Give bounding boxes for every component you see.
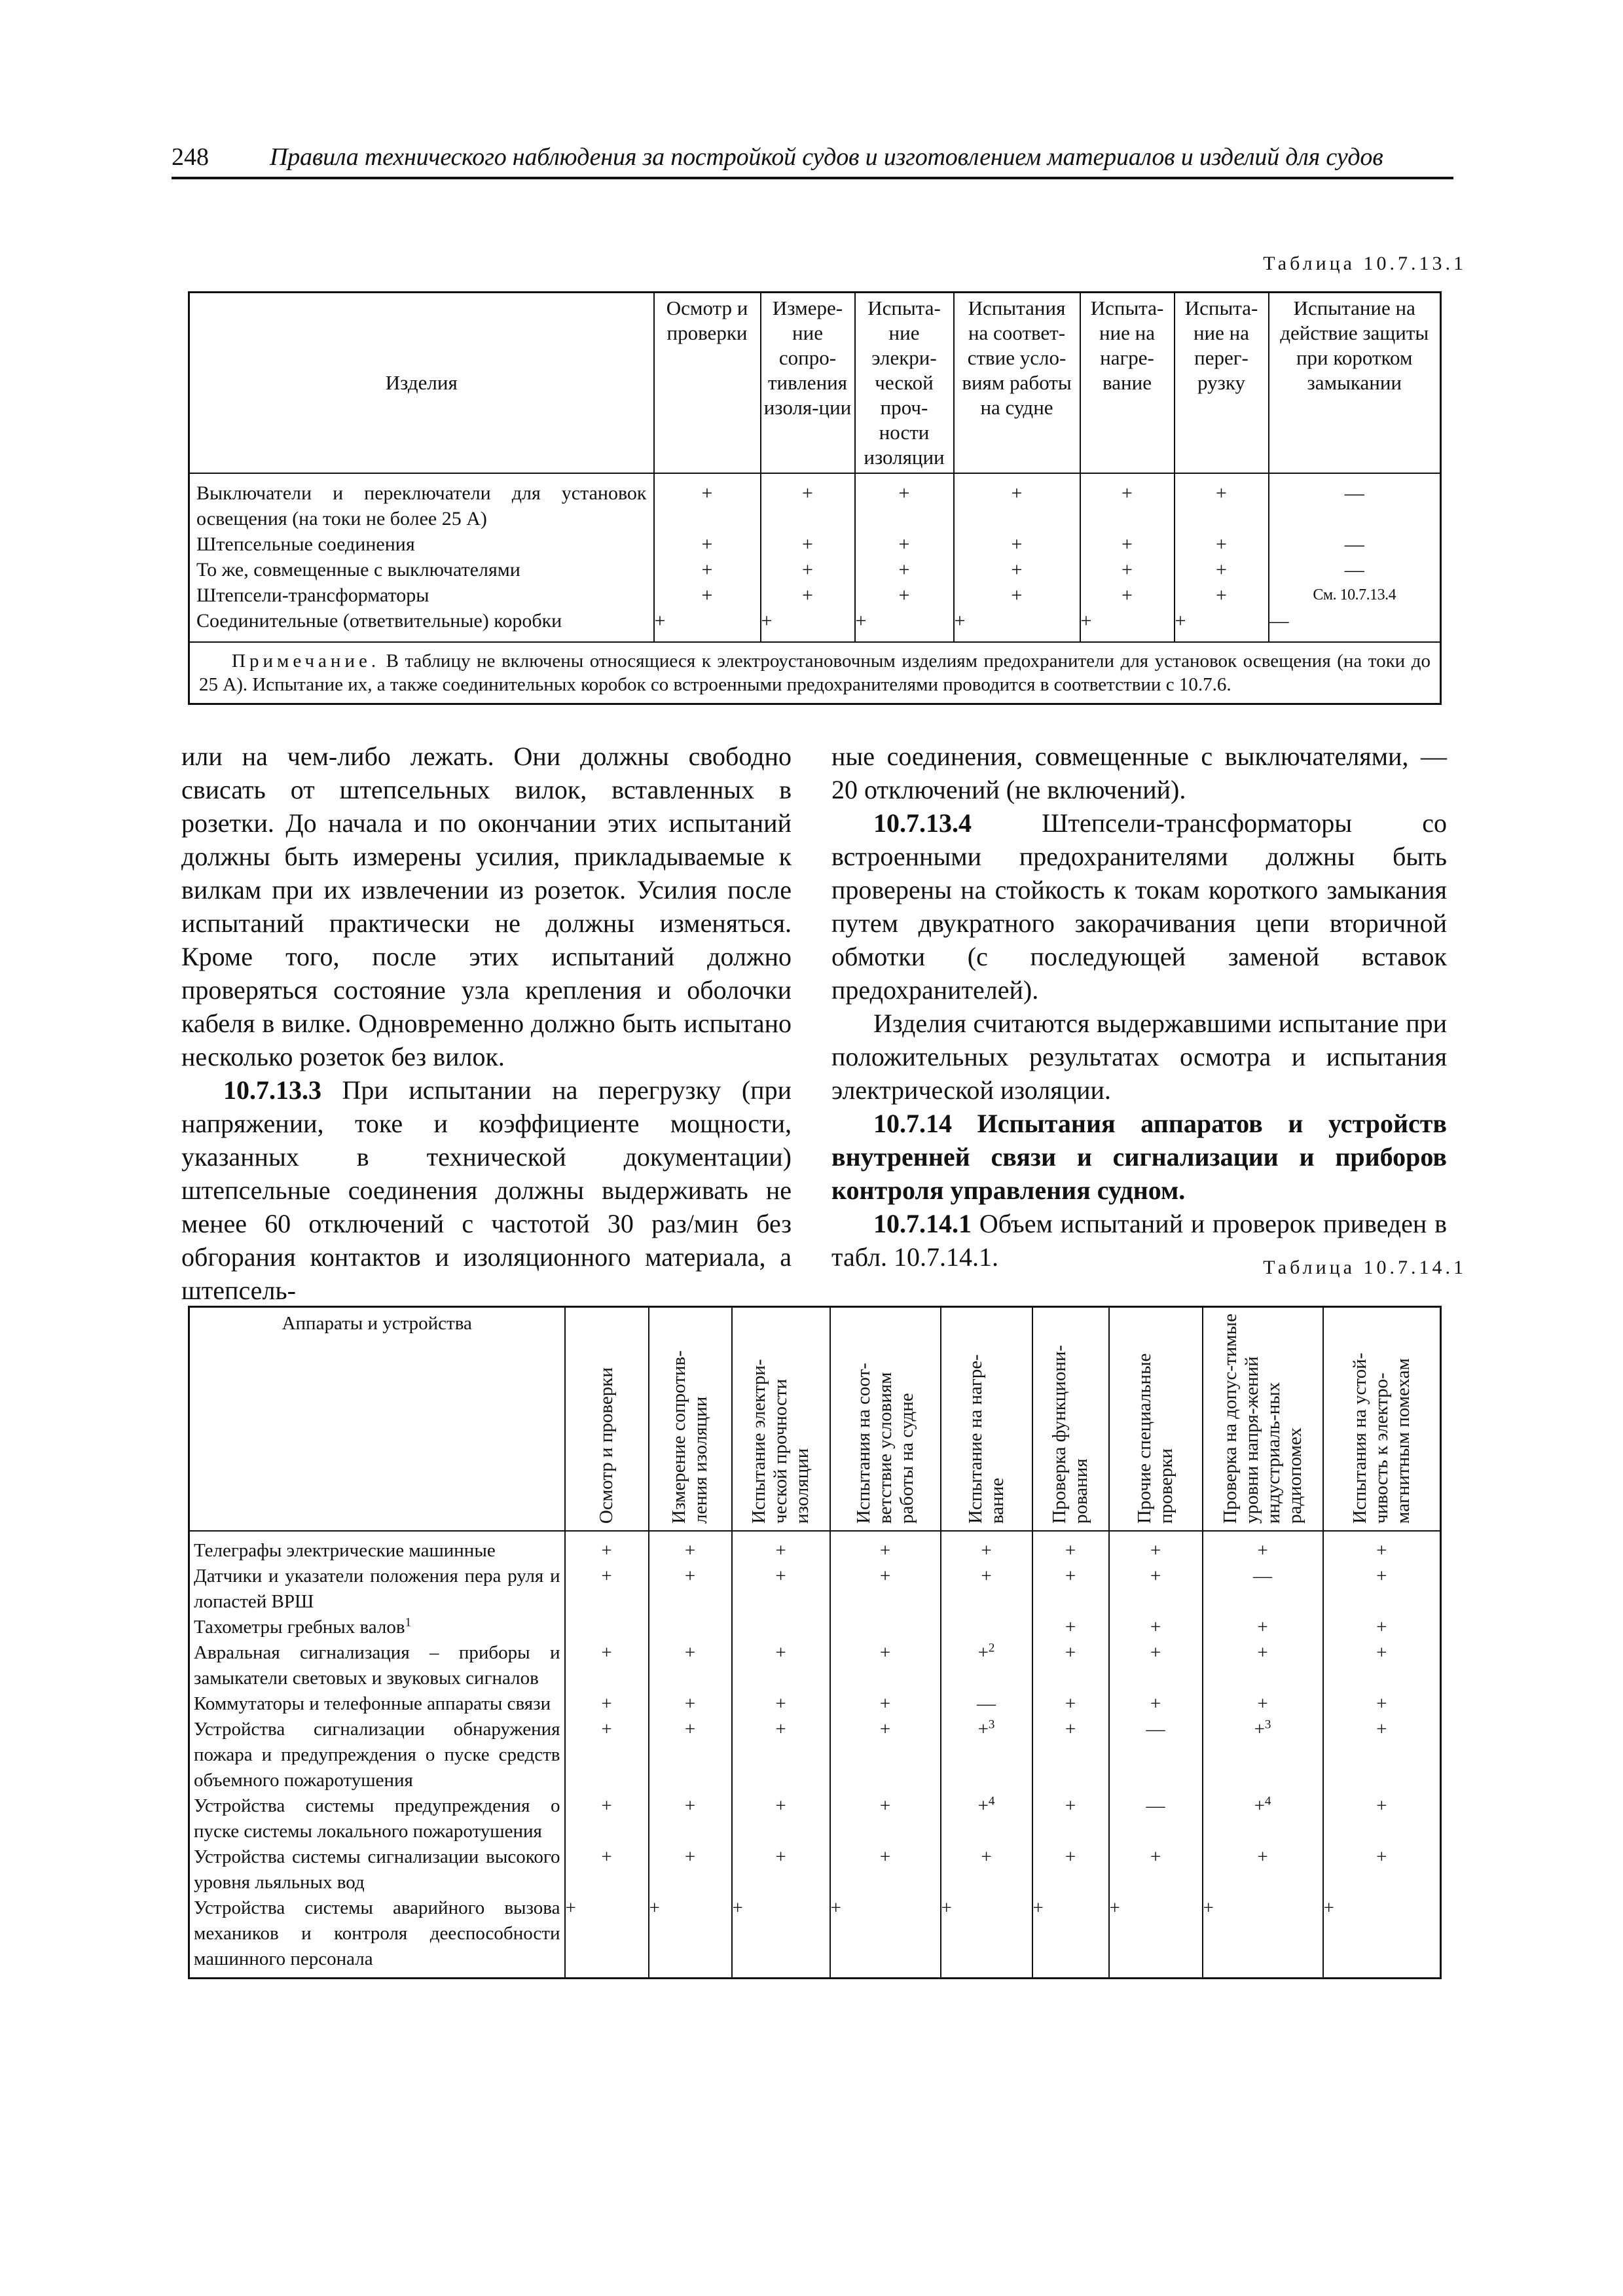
section-heading-10-7-14: 10.7.14 Испытания аппаратов и устройств внутренней связи и сигнализации и приборов контроля управления судном. (831, 1109, 1447, 1205)
table-cell: + (941, 1844, 1032, 1895)
table-cell: + (1109, 1844, 1203, 1895)
table-cell: + (830, 1793, 941, 1844)
table-cell: + (1323, 1895, 1441, 1979)
table-cell: — (1203, 1564, 1323, 1615)
table-cell: + (1109, 1564, 1203, 1615)
table-cell: + (565, 1691, 649, 1717)
table-cell: + (1323, 1717, 1441, 1793)
table-cell: + (761, 608, 855, 642)
note-label: Примечание. (232, 651, 380, 672)
table-cell: + (1203, 1691, 1323, 1717)
table-cell: — (1109, 1793, 1203, 1844)
table-cell: + (649, 1531, 732, 1564)
table-cell: + (732, 1531, 830, 1564)
table-cell: + (654, 557, 761, 583)
table-cell: + (649, 1640, 732, 1691)
table-cell: + (855, 473, 954, 531)
table-cell: + (732, 1640, 830, 1691)
table-cell: + (1080, 608, 1175, 642)
table-cell: + (1109, 1691, 1203, 1717)
row-name: Телеграфы электрические машинные (189, 1531, 565, 1564)
table-row (189, 531, 1441, 557)
table-cell (649, 1615, 732, 1640)
table-cell: + (830, 1895, 941, 1979)
row-name: Штепсельные соединения (189, 531, 654, 557)
table-cell: + (654, 608, 761, 642)
table-10-7-13-1 (188, 291, 1442, 705)
row-name: Штепсели-трансформаторы (189, 583, 654, 608)
table2-header: Измерение сопротив-ления изоляции (668, 1350, 711, 1524)
table-cell: + (830, 1691, 941, 1717)
table-cell: + (1109, 1531, 1203, 1564)
table-cell: + (649, 1895, 732, 1979)
clause-number: 10.7.14.1 (873, 1209, 972, 1238)
table-cell: + (1323, 1640, 1441, 1691)
table-cell: + (654, 531, 761, 557)
clause-number: 10.7.13.3 (223, 1075, 321, 1105)
right-column (831, 740, 1447, 1274)
row-name: Коммутаторы и телефонные аппараты связи (189, 1691, 565, 1717)
table2-header: Испытания на устой-чивость к электро-магнитным помехам (1349, 1352, 1413, 1524)
table2-header-cell (1323, 1307, 1441, 1532)
table-cell: + (1203, 1844, 1323, 1895)
table-cell: + (565, 1531, 649, 1564)
table-row (189, 1564, 1441, 1615)
clause-number: 10.7.13.4 (873, 808, 972, 838)
table2-header: Проверка функциони-рования (1049, 1344, 1091, 1524)
table-cell: + (954, 583, 1080, 608)
table-cell: + (1323, 1531, 1441, 1564)
table-cell: + (1109, 1895, 1203, 1979)
paragraph: ные соединения, совмещенные с выключателями, — 20 отключений (не включений). (831, 742, 1447, 804)
table-cell: + (654, 473, 761, 531)
table-cell: + (649, 1844, 732, 1895)
table2-header-cell (1203, 1307, 1323, 1532)
table-row (189, 1844, 1441, 1895)
page-header (172, 143, 1453, 179)
table-cell: + (954, 473, 1080, 531)
table-row (189, 1640, 1441, 1691)
table-cell: + (1203, 1895, 1323, 1979)
table-cell: + (565, 1640, 649, 1691)
table-cell: — (1269, 557, 1441, 583)
table2-header-cell (1032, 1307, 1109, 1532)
table-cell: + (1032, 1615, 1109, 1640)
page-number: 248 (172, 143, 209, 171)
table-cell: + (1175, 608, 1269, 642)
table-cell: + (855, 608, 954, 642)
table-row (189, 1615, 1441, 1640)
table-cell: +$^2$ (941, 1640, 1032, 1691)
table-cell: + (1032, 1640, 1109, 1691)
table-cell: +$^4$ (941, 1793, 1032, 1844)
row-name: То же, совмещенные с выключателями (189, 557, 654, 583)
table-cell: + (941, 1895, 1032, 1979)
table-cell: + (830, 1717, 941, 1793)
table1-header: Испыта-ние на перег-рузку (1175, 293, 1269, 474)
table-cell: — (941, 1691, 1032, 1717)
table-cell: + (954, 531, 1080, 557)
table2-header-cell (565, 1307, 649, 1532)
table2-header-cell (732, 1307, 830, 1532)
footnote-marker: 1 (405, 1615, 412, 1630)
table1-header-row (189, 293, 1441, 474)
table-cell: + (1175, 557, 1269, 583)
table-row (189, 557, 1441, 583)
table-cell: + (941, 1531, 1032, 1564)
paragraph-text: При испытании на перегрузку (при напряжении, токе и коэффициенте мощности, указанных в технической документации) штепсельные соединения должны выдерживать не менее 60 отключений с частотой 30 раз/мин без обгорания контактов и изоляционного материала, а штепсель- (181, 1075, 792, 1305)
table-row (189, 1691, 1441, 1717)
table-cell: + (1203, 1615, 1323, 1640)
table-cell: + (954, 557, 1080, 583)
table-cell (732, 1615, 830, 1640)
table1-header: Осмотр и проверки (654, 293, 761, 474)
table-cell: + (565, 1564, 649, 1615)
table-cell: + (565, 1895, 649, 1979)
row-name: Тахометры гребных валов$^1$ (189, 1615, 565, 1640)
table1-header: Измере-ние сопро-тивления изоля-ции (761, 293, 855, 474)
paragraph-text: Объем испытаний и проверок приведен в табл. 10.7.14.1. (831, 1209, 1447, 1272)
table-cell: + (1032, 1844, 1109, 1895)
row-name: Авральная сигнализация – приборы и замыкатели световых и звуковых сигналов (189, 1640, 565, 1691)
row-name: Устройства сигнализации обнаружения пожара и предупреждения о пуске средств объемного пожаротушения (189, 1717, 565, 1793)
table-cell: + (855, 531, 954, 557)
table-cell: +$^4$ (1203, 1793, 1323, 1844)
table-cell (941, 1615, 1032, 1640)
note-text: В таблицу не включены относящиеся к электроустановочным изделиям предохранители для установок освещения (на токи до 25 А). Испытание их, а также соединительных коробок со встроенными предохранителями проводится в соответствии с 10.7.6. (199, 651, 1431, 695)
table-row (189, 608, 1441, 642)
paragraph: Изделия считаются выдержавшими испытание при положительных результатах осмотра и испытания электрической изоляции. (831, 1009, 1447, 1105)
table2-header: Проверка на допус-тимые уровни напря-жений индустриаль-ных радиопомех (1219, 1314, 1305, 1524)
table-cell: + (1032, 1717, 1109, 1793)
table-cell: + (649, 1564, 732, 1615)
table2-header: Испытания на соот-ветствие условиям работы на судне (852, 1363, 917, 1524)
table2-header: Испытание электри-ческой прочности изоляции (748, 1359, 812, 1524)
table-cell (565, 1615, 649, 1640)
table-cell: + (1323, 1793, 1441, 1844)
table-cell: + (565, 1844, 649, 1895)
table-cell: + (761, 583, 855, 608)
table-cell: +$^3$ (1203, 1717, 1323, 1793)
paragraph: или на чем-либо лежать. Они должны свободно свисать от штепсельных вилок, вставленных в розетки. До начала и по окончании этих испытаний должны быть измерены усилия, прикладываемые к вилкам при их извлечении из розеток. Усилия после испытаний практически не должны изменяться. Кроме того, после этих испытаний должно проверяться состояние узла крепления и оболочки кабеля в вилке. Одновременно должно быть испытано несколько розеток без вилок. (181, 742, 792, 1071)
table-row (189, 1895, 1441, 1979)
table-cell: + (1203, 1640, 1323, 1691)
table-cell: + (649, 1691, 732, 1717)
table-cell: + (565, 1793, 649, 1844)
table-cell: + (649, 1793, 732, 1844)
table-cell: + (1080, 531, 1175, 557)
table-cell: + (761, 531, 855, 557)
table-cell: + (649, 1717, 732, 1793)
table-cell: + (1323, 1691, 1441, 1717)
table-cell: + (1203, 1531, 1323, 1564)
table-cell: + (761, 473, 855, 531)
table1-header: Испытание на действие защиты при коротком замыкании (1269, 293, 1441, 474)
row-name: Устройства системы сигнализации высокого уровня льяльных вод (189, 1844, 565, 1895)
table-cell: + (1032, 1531, 1109, 1564)
table2-header-cell (941, 1307, 1032, 1532)
table-cell: + (732, 1717, 830, 1793)
paragraph-text: Штепсели-трансформаторы со встроенными предохранителями должны быть проверены на стойкость к токам короткого замыкания путем двукратного закорачивания цепи вторичной обмотки (с последующей заменой вставок предохранителей). (831, 808, 1448, 1005)
table1-header: Испытания на соответ-ствие усло-виям работы на судне (954, 293, 1080, 474)
table-cell: + (1175, 473, 1269, 531)
table2-header-cell (830, 1307, 941, 1532)
table-cell: + (954, 608, 1080, 642)
table-cell: + (732, 1793, 830, 1844)
table-cell: + (1080, 557, 1175, 583)
table2-header: Испытание на нагре-вание (964, 1354, 1008, 1524)
row-name: Выключатели и переключатели для установок освещения (на токи не более 25 А) (189, 473, 654, 531)
table2-header-cell (1109, 1307, 1203, 1532)
table2-body (189, 1531, 1441, 1979)
table1-header: Испыта-ние на нагре-вание (1080, 293, 1175, 474)
table2-header-row (189, 1307, 1441, 1532)
table-cell: + (732, 1895, 830, 1979)
table-10-7-14-1 (188, 1306, 1442, 1979)
table-cell: + (1323, 1615, 1441, 1640)
table-cell: — (1269, 473, 1441, 531)
table-cell: + (654, 583, 761, 608)
row-name: Соединительные (ответвительные) коробки (189, 608, 654, 642)
table2-header-cell (649, 1307, 732, 1532)
table-row (189, 1531, 1441, 1564)
table-cell: + (855, 557, 954, 583)
paragraph-10-7-13-4 (831, 806, 1447, 1007)
table-cell: + (830, 1531, 941, 1564)
table2-header: Осмотр и проверки (596, 1367, 617, 1524)
left-column (181, 740, 792, 1307)
table-cell: + (855, 583, 954, 608)
table-cell: + (732, 1844, 830, 1895)
table-cell: + (761, 557, 855, 583)
table-cell: + (830, 1564, 941, 1615)
table-cell: — (1269, 608, 1441, 642)
table-cell: + (1032, 1691, 1109, 1717)
table-cell: + (1323, 1564, 1441, 1615)
row-name: Устройства системы предупреждения о пуске системы локального пожаротушения (189, 1793, 565, 1844)
running-title: Правила технического наблюдения за постройкой судов и изготовлением материалов и изделий для судов (270, 143, 1383, 171)
table-row (189, 583, 1441, 608)
table-cell: + (1175, 583, 1269, 608)
table-cell: + (1109, 1615, 1203, 1640)
table-cell: + (1175, 531, 1269, 557)
row-name: Датчики и указатели положения пера руля и лопастей ВРШ (189, 1564, 565, 1615)
table1-caption: Таблица 10.7.13.1 (1263, 253, 1467, 274)
table1-header: Изделия (189, 293, 654, 474)
table-cell: + (1323, 1844, 1441, 1895)
table-cell: — (1269, 531, 1441, 557)
table2-header: Прочие специальные проверки (1134, 1353, 1176, 1524)
table2-caption: Таблица 10.7.14.1 (1263, 1257, 1467, 1278)
table-cell: + (1080, 583, 1175, 608)
table-cell: + (732, 1691, 830, 1717)
paragraph-10-7-13-3 (181, 1073, 792, 1307)
table1-note-row (189, 642, 1441, 704)
table-row (189, 1793, 1441, 1844)
table-cell: + (1032, 1895, 1109, 1979)
table-cell: + (1080, 473, 1175, 531)
table2-header: Аппараты и устройства (189, 1307, 565, 1532)
table-row (189, 473, 1441, 531)
table-cell: +$^3$ (941, 1717, 1032, 1793)
table-cell-reference: См. 10.7.13.4 (1269, 583, 1441, 608)
table-cell (830, 1615, 941, 1640)
table-cell: + (732, 1564, 830, 1615)
table-row (189, 1717, 1441, 1793)
row-name: Устройства системы аварийного вызова механиков и контроля дееспособности машинного персонала (189, 1895, 565, 1979)
table-cell: + (1032, 1564, 1109, 1615)
table-cell: + (830, 1640, 941, 1691)
table-cell: + (941, 1564, 1032, 1615)
table-cell: — (1109, 1717, 1203, 1793)
table1-header: Испыта-ние элекри-ческой проч-ности изоляции (855, 293, 954, 474)
table-cell: + (565, 1717, 649, 1793)
table-cell: + (1032, 1793, 1109, 1844)
table-cell: + (1109, 1640, 1203, 1691)
table1-note (189, 642, 1441, 704)
table-cell: + (830, 1844, 941, 1895)
